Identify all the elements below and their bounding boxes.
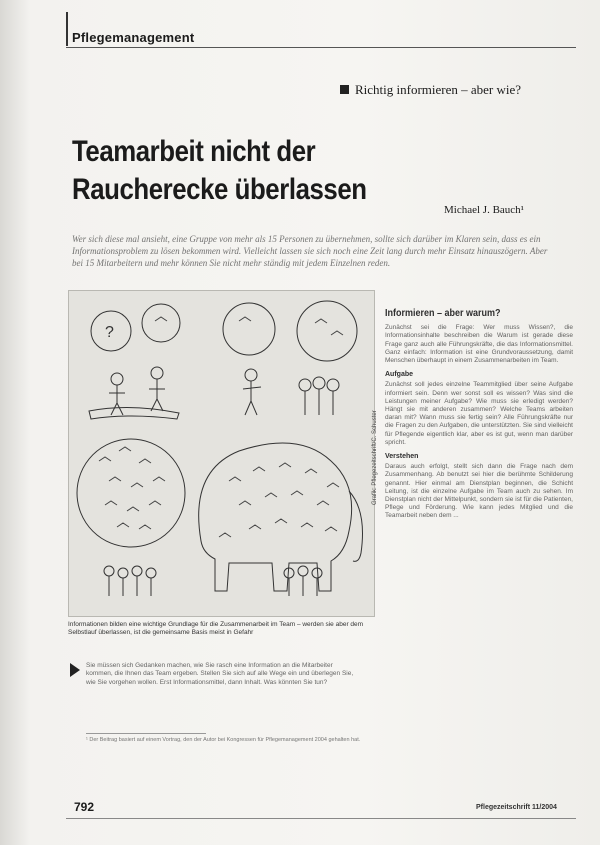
journal-footer: Pflegezeitschrift 11/2004: [476, 804, 557, 811]
column-heading: Informieren – aber warum?: [385, 308, 501, 319]
column-intro: Zunächst sei die Frage: Wer muss Wissen?, die Informationsinhalte beschreiben die Warum ist gerade diese Frage ganz auch alle Führungskräfte, die das Informationsmittel. Ganz einfach: Information ist eine Grundvoraussetzung, damit Menschen überhaupt in einem Zusammenarbeiten im Team.: [385, 324, 573, 365]
figure-caption: Informationen bilden eine wichtige Grundlage für die Zusammenarbeit im Team – werden sie aber dem Selbstlauf überlassen, ist die gemeinsame Basis meist in Gefahr: [68, 621, 364, 636]
figure-credit: Grafik: Pflegezeitschrift/C. Schuster: [372, 410, 378, 505]
subheading-verstehen: Verstehen: [385, 453, 419, 461]
svg-text:?: ?: [105, 324, 114, 341]
cartoon-illustration: [68, 290, 375, 617]
paragraph-verstehen: Daraus auch erfolgt, stellt sich dann die Frage nach dem Zusammenhang. Ab benutzt sei hier die berühmte Schilderung genannt. Hier einmal am Dienstplan beginnen, die Schicht Leitung, ist die einzelne Aufgabe im Team auch zu sehen. Im Dienstplan nicht der Mittelpunkt, sondern sie ist für die Patienten, Pflege und Förderung. Wie kann jedes Mitglied und die Teamarbeit neben dem ...: [385, 463, 573, 520]
section-label: Pflegemanagement: [72, 30, 195, 45]
article-title: Teamarbeit nicht der Raucherecke überlassen: [72, 135, 367, 206]
page-number: 792: [74, 800, 95, 814]
footer-rule: [66, 818, 576, 819]
author: Michael J. Bauch¹: [444, 204, 524, 216]
kicker-text: Richtig informieren – aber wie?: [355, 82, 522, 97]
footnote-rule: [86, 733, 206, 734]
header-spine-line: [66, 12, 68, 46]
footnote: ¹ Der Beitrag basiert auf einem Vortrag, den der Autor bei Kongressen für Pflegemanagement 2004 gehalten hat.: [86, 737, 361, 743]
header-rule: [66, 47, 576, 48]
right-column: [385, 310, 573, 521]
subheading-aufgabe: Aufgabe: [385, 371, 413, 379]
lead-paragraph: Wer sich diese mal ansieht, eine Gruppe von mehr als 15 Personen zu übernehmen, sollte sich darüber im Klaren sein, dass es ein Informationsproblem zu lösen bekommen wird. Vielleicht lassen sie sich noch eine Zeit lang durch mehr Einsatz hinauszögern. Aber bei 15 Mitarbeitern und mehr können Sie nicht mehr ständig mit jedem Einzelnen reden.: [72, 234, 548, 268]
cartoon-drawing: [69, 291, 374, 616]
paragraph-aufgabe: Zunächst soll jedes einzelne Teammitglied über seine Aufgabe informiert sein. Denn wer sonst soll es wissen? Was sind die Leistungen meiner Aufgabe? Wie muss sie erledigt werden? Hängt sie mit anderen zusammen? Welche Teams arbeiten daran mit? Wann muss sie fertig sein? Alle Führungskräfte nur die Fragen zu den Aufgaben, die unterstützten. Sie sind vielleicht für Pflegende eigentlich klar, aber es ist gut, wenn man darüber spricht.: [385, 381, 573, 446]
triangle-bullet-icon: [70, 663, 80, 677]
square-bullet-icon: [340, 85, 349, 94]
body-paragraph: Sie müssen sich Gedanken machen, wie Sie rasch eine Information an die Mitarbeiter kommen, die Ihnen das Team ergeben. Stellen Sie sich auf alle Wege ein und überlegen Sie, wie Sie vorgehen wollen. Erst Informationsmittel, dann Inhalt. Was könnten Sie tun?: [86, 662, 354, 686]
kicker: [340, 82, 521, 98]
